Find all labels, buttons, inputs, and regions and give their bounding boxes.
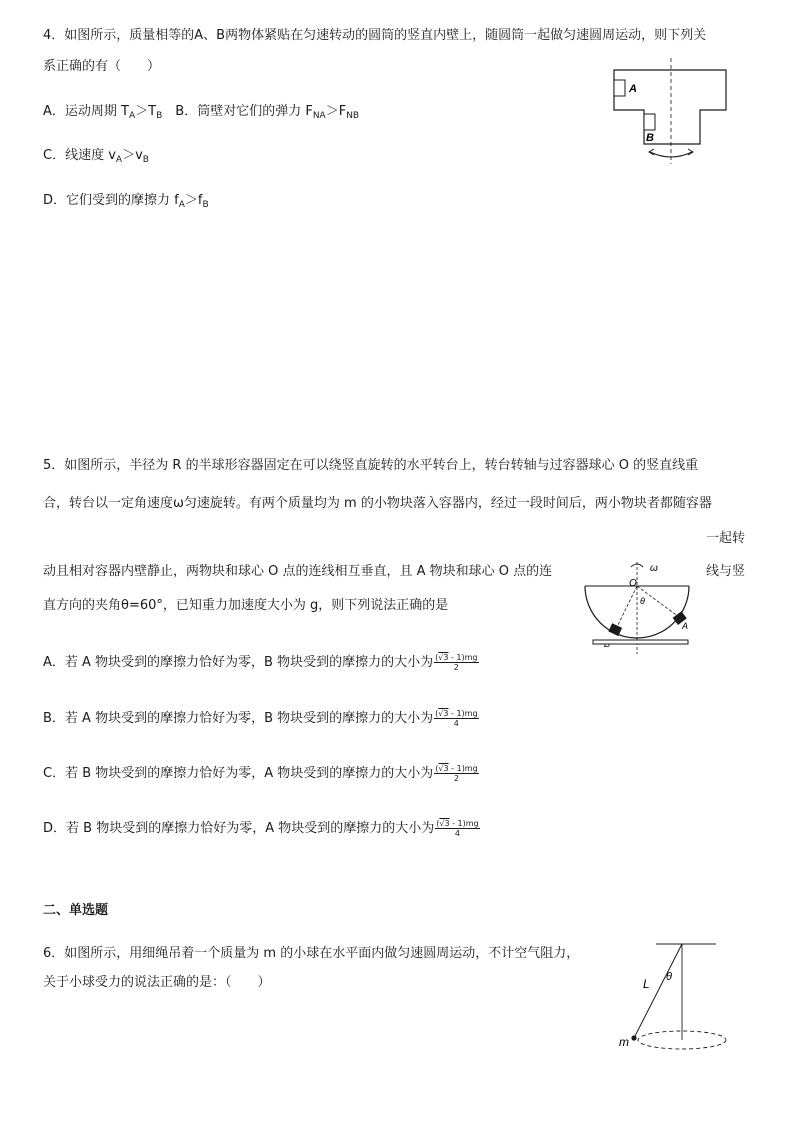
q4-option-c-sub2: B: [142, 155, 149, 165]
q4-option-b-prefix: B．筒壁对它们的弹力 F: [162, 104, 313, 119]
q4-option-b-sub2: NB: [346, 111, 360, 121]
q4-options-ab: [43, 103, 359, 125]
q4-option-d-gt: ＞f: [184, 193, 203, 208]
q4-arrow-head-left: [649, 149, 654, 155]
q5-label-theta: θ: [640, 596, 645, 606]
q5-option-b-num: - 1)mg: [448, 709, 478, 718]
q5-stem-line4-right: 线与竖: [706, 564, 746, 579]
q4-figure-cylinder: [608, 56, 734, 166]
q4-option-b-sub1: NA: [312, 111, 326, 121]
q5-option-a-num: - 1)mg: [448, 653, 478, 662]
q5-option-c-text: C．若 B 物块受到的摩擦力恰好为零，A 物块受到的摩擦力的大小为: [43, 766, 434, 781]
q6-label-m: m: [619, 1035, 629, 1049]
q4-stem-line2: 系正确的有（ ）: [43, 59, 161, 74]
q4-option-a-gt: ＞T: [135, 104, 157, 119]
q4-cylinder-outline: [614, 70, 726, 144]
section-heading-single-choice: 二、单选题: [43, 903, 109, 918]
q4-option-d: [43, 192, 209, 214]
q5-option-a: [43, 653, 479, 672]
q4-option-c-prefix: C．线速度 v: [43, 148, 116, 163]
q4-option-d-sub1: A: [178, 200, 185, 210]
q5-option-a-text: A．若 A 物块受到的摩擦力恰好为零，B 物块受到的摩擦力的大小为: [43, 655, 434, 670]
q5-label-a: A: [682, 621, 689, 631]
q5-option-c-fraction: $\frac{(√3 - 1)mg}{2}$: [435, 764, 478, 783]
q5-option-b-text: B．若 A 物块受到的摩擦力恰好为零，B 物块受到的摩擦力的大小为: [43, 711, 434, 726]
q5-option-b-den: 4: [453, 719, 459, 728]
q4-option-d-prefix: D．它们受到的摩擦力 f: [43, 193, 179, 208]
q4-option-b-gt: ＞F: [325, 104, 347, 119]
q4-option-c: [43, 147, 149, 169]
q4-label-a: A: [629, 83, 637, 95]
q6-figure-pendulum: [614, 938, 734, 1056]
q5-option-d-fraction: $\frac{(√3 - 1)mg}{4}$: [436, 819, 479, 838]
q5-stem-line3: 一起转: [706, 531, 746, 546]
q5-stem-line1: 5．如图所示，半径为 R 的半球形容器固定在可以绕竖直旋转的水平转台上，转台转轴与过容器球心 O 的竖直线重: [43, 458, 699, 473]
q5-stem-line2: 合，转台以一定角速度ω匀速旋转。有两个质量均为 m 的小物块落入容器内，经过一段时间后，两小物块者都随容器: [43, 496, 712, 511]
q5-option-d-root: 3: [444, 819, 450, 828]
q5-line-to-b: [616, 586, 637, 629]
q5-option-c-root: 3: [443, 764, 449, 773]
q5-option-a-root: 3: [443, 653, 449, 662]
q5-stem-line4-left: 动且相对容器内壁静止，两物块和球心 O 点的连线相互垂直，且 A 物块和球心 O 点的连: [43, 564, 553, 579]
q5-label-omega: ω: [650, 563, 658, 574]
q5-option-b: [43, 709, 479, 728]
q4-stem-line1: 4．如图所示，质量相等的A、B两物体紧贴在匀速转动的圆筒的竖直内壁上，随圆筒一起做匀速圆周运动，则下列关: [43, 28, 707, 43]
q5-option-b-root: 3: [443, 709, 449, 718]
q4-option-c-sub1: A: [115, 155, 123, 165]
q5-option-d-text: D．若 B 物块受到的摩擦力恰好为零，A 物块受到的摩擦力的大小为: [43, 821, 435, 836]
q5-option-c: [43, 764, 479, 783]
q5-option-d-den: 4: [454, 829, 460, 838]
q4-option-d-sub2: B: [202, 200, 209, 210]
q4-label-b: B: [646, 132, 654, 144]
q6-string: [634, 944, 682, 1038]
q4-option-a-prefix: A．运动周期 T: [43, 104, 129, 119]
q5-figure-bowl: [580, 558, 692, 658]
q5-option-c-den: 2: [453, 774, 460, 783]
q5-option-d: [43, 819, 480, 838]
q4-option-c-gt: ＞v: [122, 148, 143, 163]
q4-arrow-head-right: [688, 149, 693, 155]
q6-label-theta: θ: [666, 971, 672, 983]
q6-stem-line2: 关于小球受力的说法正确的是：（ ）: [43, 975, 271, 990]
q5-option-a-den: 2: [453, 663, 459, 672]
q5-option-c-num: - 1)mg: [448, 764, 478, 773]
q5-label-o: O: [629, 578, 637, 589]
q6-stem-line1: 6．如图所示，用细绳吊着一个质量为 m 的小球在水平面内做匀速圆周运动，不计空气阻力，: [43, 946, 580, 961]
q4-option-a-sub1: A: [128, 111, 136, 121]
q5-option-d-num: - 1)mg: [449, 819, 479, 828]
q5-option-b-fraction: $\frac{(√3 - 1)mg}{4}$: [435, 709, 478, 728]
q4-block-b: [644, 114, 655, 130]
q4-block-a: [614, 80, 625, 96]
q5-option-a-fraction: $\frac{(√3 - 1)mg}{2}$: [435, 653, 478, 672]
q5-stem-line5: 直方向的夹角θ=60°，已知重力加速度大小为 g，则下列说法正确的是: [43, 598, 449, 613]
q5-block-b: [608, 623, 622, 636]
q6-ball: [631, 1035, 636, 1040]
q5-turntable: [593, 640, 688, 644]
q4-option-a-sub2: B: [156, 111, 163, 121]
q6-label-l: L: [643, 977, 650, 991]
